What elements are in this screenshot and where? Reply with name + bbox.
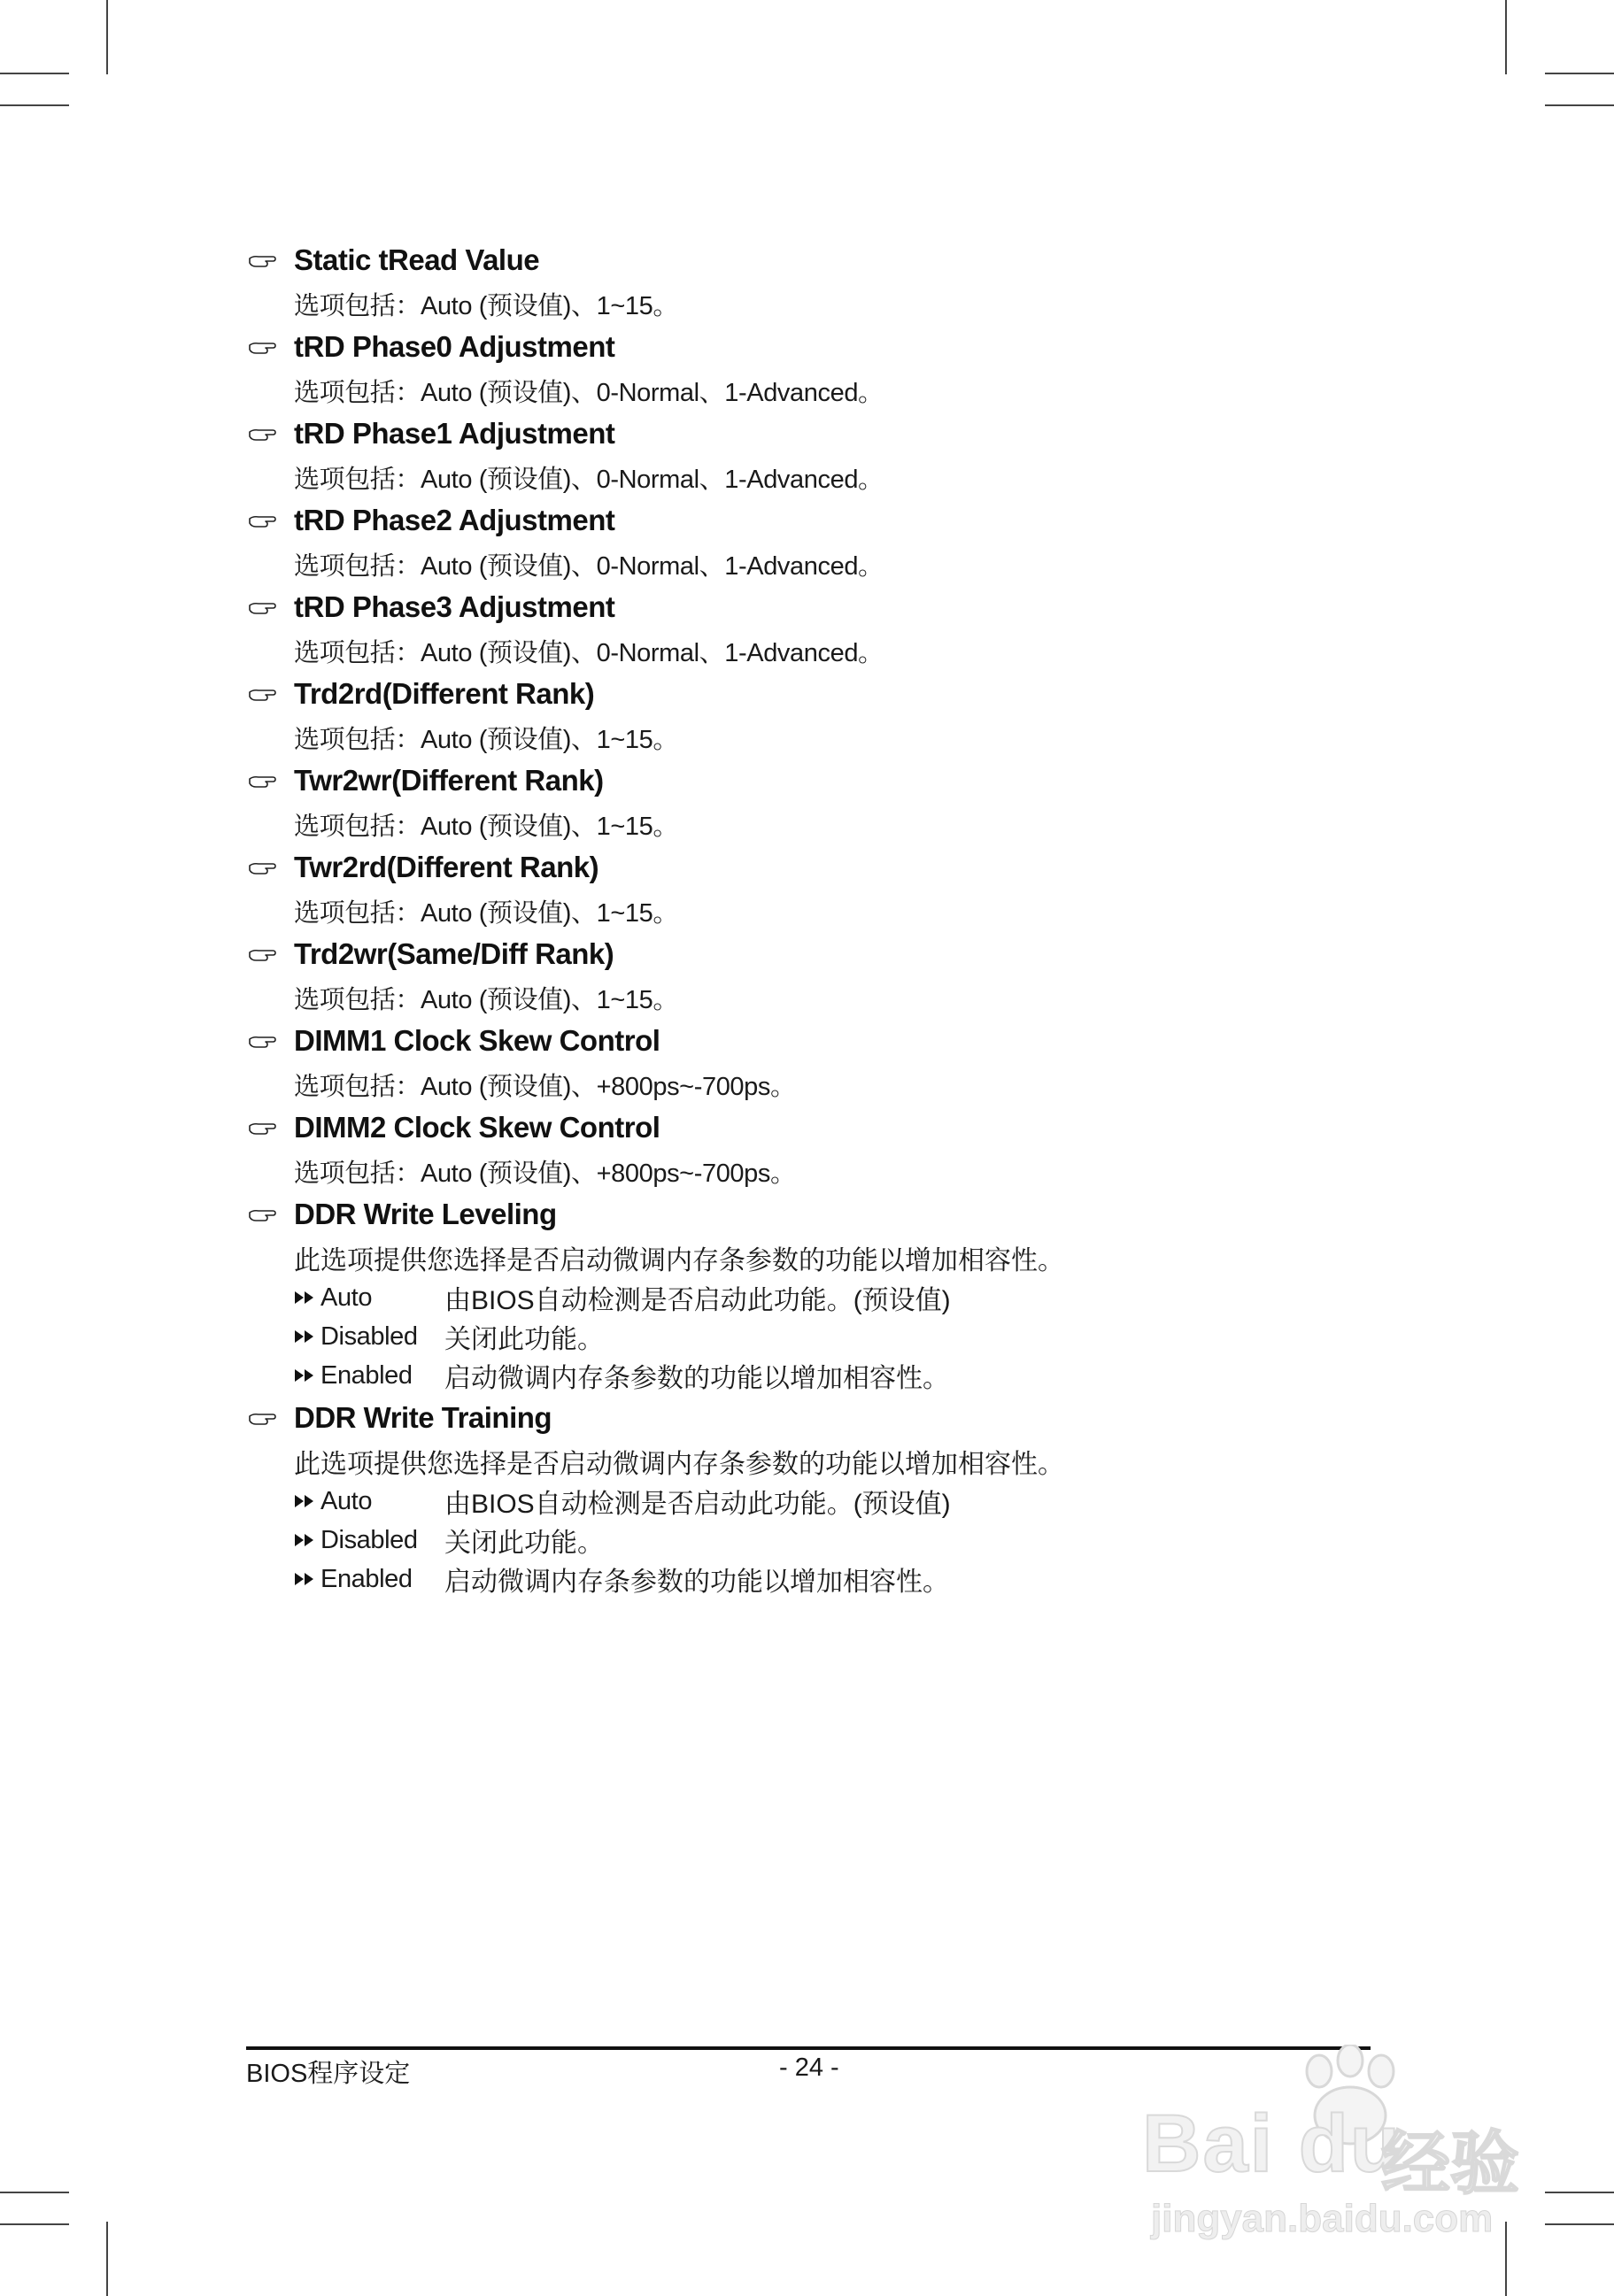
- pointing-hand-icon: [248, 243, 294, 278]
- pointing-hand-icon: [248, 1023, 294, 1059]
- bios-settings-content: [248, 237, 1399, 1599]
- simple-settings-list: [248, 237, 1399, 1191]
- watermark-brand: Bai du: [1142, 2099, 1402, 2189]
- crop-mark: [0, 2223, 69, 2225]
- option-key: Disabled: [320, 1525, 418, 1554]
- crop-mark: [106, 0, 108, 74]
- setting-title-row: [248, 1191, 1399, 1237]
- setting-title-row: [248, 584, 1399, 630]
- option-key: Enabled: [320, 1360, 413, 1390]
- option-key: Enabled: [320, 1564, 413, 1593]
- crop-mark: [0, 73, 69, 74]
- option-row: [294, 1560, 1399, 1599]
- watermark-cn: 经验: [1381, 2124, 1520, 2202]
- setting-title-row: [248, 931, 1399, 977]
- option-key: Auto: [320, 1486, 373, 1515]
- option-row: [294, 1356, 1399, 1395]
- setting-title-row: [248, 1395, 1399, 1441]
- setting-title: Trd2rd(Different Rank): [294, 677, 595, 710]
- setting-options: 选项包括：Auto (预设值)、1~15。: [294, 898, 678, 928]
- setting-options: 选项包括：Auto (预设值)、+800ps~-700ps。: [294, 1072, 796, 1101]
- crop-mark: [0, 104, 69, 106]
- pointing-hand-icon: [248, 503, 294, 538]
- setting-title-row: [248, 324, 1399, 370]
- pointing-hand-icon: [248, 1110, 294, 1145]
- setting-title: tRD Phase0 Adjustment: [294, 330, 615, 363]
- double-arrow-icon: [294, 1493, 320, 1509]
- setting-entry: [248, 1018, 1399, 1105]
- setting-options: 选项包括：Auto (预设值)、0-Normal、1-Advanced。: [294, 378, 884, 407]
- pointing-hand-icon: [248, 763, 294, 798]
- option-value: 启动微调内存条参数的功能以增加相容性。: [444, 1568, 949, 1597]
- option-row: [294, 1317, 1399, 1356]
- option-row: [294, 1521, 1399, 1560]
- setting-entry-detailed: [248, 1395, 1399, 1599]
- baidu-watermark: [1142, 2045, 1532, 2248]
- crop-mark: [1505, 0, 1507, 74]
- setting-entry: [248, 584, 1399, 671]
- page-number: - 24 -: [779, 2053, 839, 2082]
- pointing-hand-icon: [248, 936, 294, 972]
- setting-options: 选项包括：Auto (预设值)、0-Normal、1-Advanced。: [294, 465, 884, 494]
- setting-title-row: [248, 671, 1399, 717]
- crop-mark: [1545, 73, 1614, 74]
- detailed-settings-list: [248, 1191, 1399, 1599]
- setting-options: 选项包括：Auto (预设值)、1~15。: [294, 812, 678, 841]
- option-value: 关闭此功能。: [444, 1529, 604, 1558]
- setting-options: 选项包括：Auto (预设值)、1~15。: [294, 291, 678, 320]
- pointing-hand-icon: [248, 589, 294, 625]
- pointing-hand-icon: [248, 1197, 294, 1232]
- setting-title-row: [248, 1018, 1399, 1064]
- setting-title: tRD Phase2 Adjustment: [294, 504, 615, 536]
- crop-mark: [1545, 2192, 1614, 2193]
- pointing-hand-icon: [248, 676, 294, 712]
- setting-title: tRD Phase1 Adjustment: [294, 417, 615, 450]
- setting-entry: [248, 497, 1399, 584]
- setting-entry: [248, 671, 1399, 758]
- setting-title: Static tRead Value: [294, 243, 540, 276]
- setting-entry: [248, 1105, 1399, 1191]
- option-key: Disabled: [320, 1321, 418, 1351]
- setting-title: Twr2wr(Different Rank): [294, 764, 604, 797]
- option-value: 由BIOS自动检测是否启动此功能。(预设值): [444, 1490, 951, 1519]
- setting-options: 选项包括：Auto (预设值)、+800ps~-700ps。: [294, 1159, 796, 1188]
- setting-title: Trd2wr(Same/Diff Rank): [294, 937, 614, 970]
- option-key: Auto: [320, 1283, 373, 1312]
- crop-mark: [0, 2192, 69, 2193]
- crop-mark: [106, 2222, 108, 2296]
- setting-entry: [248, 758, 1399, 844]
- setting-title: DDR Write Leveling: [294, 1198, 557, 1230]
- setting-title-row: [248, 844, 1399, 890]
- footer-chapter-title: BIOS程序设定: [246, 2060, 411, 2088]
- setting-options: 选项包括：Auto (预设值)、0-Normal、1-Advanced。: [294, 551, 884, 581]
- setting-entry: [248, 324, 1399, 411]
- setting-description: 此选项提供您选择是否启动微调内存条参数的功能以增加相容性。: [294, 1450, 1064, 1479]
- setting-title: tRD Phase3 Adjustment: [294, 590, 615, 623]
- setting-entry: [248, 411, 1399, 497]
- setting-entry: [248, 931, 1399, 1018]
- setting-title-row: [248, 411, 1399, 457]
- watermark-url: jingyan.baidu.com: [1151, 2197, 1494, 2240]
- pointing-hand-icon: [248, 416, 294, 451]
- pointing-hand-icon: [248, 850, 294, 885]
- crop-mark: [1545, 2223, 1614, 2225]
- pointing-hand-icon: [248, 1400, 294, 1436]
- setting-options: 选项包括：Auto (预设值)、1~15。: [294, 985, 678, 1014]
- setting-title: DIMM2 Clock Skew Control: [294, 1111, 660, 1144]
- double-arrow-icon: [294, 1329, 320, 1344]
- setting-title: DIMM1 Clock Skew Control: [294, 1024, 660, 1057]
- setting-entry: [248, 844, 1399, 931]
- pointing-hand-icon: [248, 329, 294, 365]
- setting-title: Twr2rd(Different Rank): [294, 851, 599, 883]
- setting-title-row: [248, 237, 1399, 283]
- double-arrow-icon: [294, 1532, 320, 1548]
- setting-title-row: [248, 497, 1399, 543]
- option-row: [294, 1482, 1399, 1521]
- option-row: [294, 1278, 1399, 1317]
- setting-title-row: [248, 758, 1399, 804]
- setting-title-row: [248, 1105, 1399, 1151]
- option-value: 由BIOS自动检测是否启动此功能。(预设值): [444, 1286, 951, 1315]
- option-value: 关闭此功能。: [444, 1325, 604, 1354]
- setting-entry-detailed: [248, 1191, 1399, 1395]
- option-value: 启动微调内存条参数的功能以增加相容性。: [444, 1364, 949, 1393]
- setting-title: DDR Write Training: [294, 1401, 552, 1434]
- double-arrow-icon: [294, 1290, 320, 1306]
- setting-options: 选项包括：Auto (预设值)、1~15。: [294, 725, 678, 754]
- double-arrow-icon: [294, 1368, 320, 1383]
- setting-description: 此选项提供您选择是否启动微调内存条参数的功能以增加相容性。: [294, 1246, 1064, 1275]
- setting-options: 选项包括：Auto (预设值)、0-Normal、1-Advanced。: [294, 638, 884, 667]
- setting-entry: [248, 237, 1399, 324]
- double-arrow-icon: [294, 1571, 320, 1587]
- crop-mark: [1545, 104, 1614, 106]
